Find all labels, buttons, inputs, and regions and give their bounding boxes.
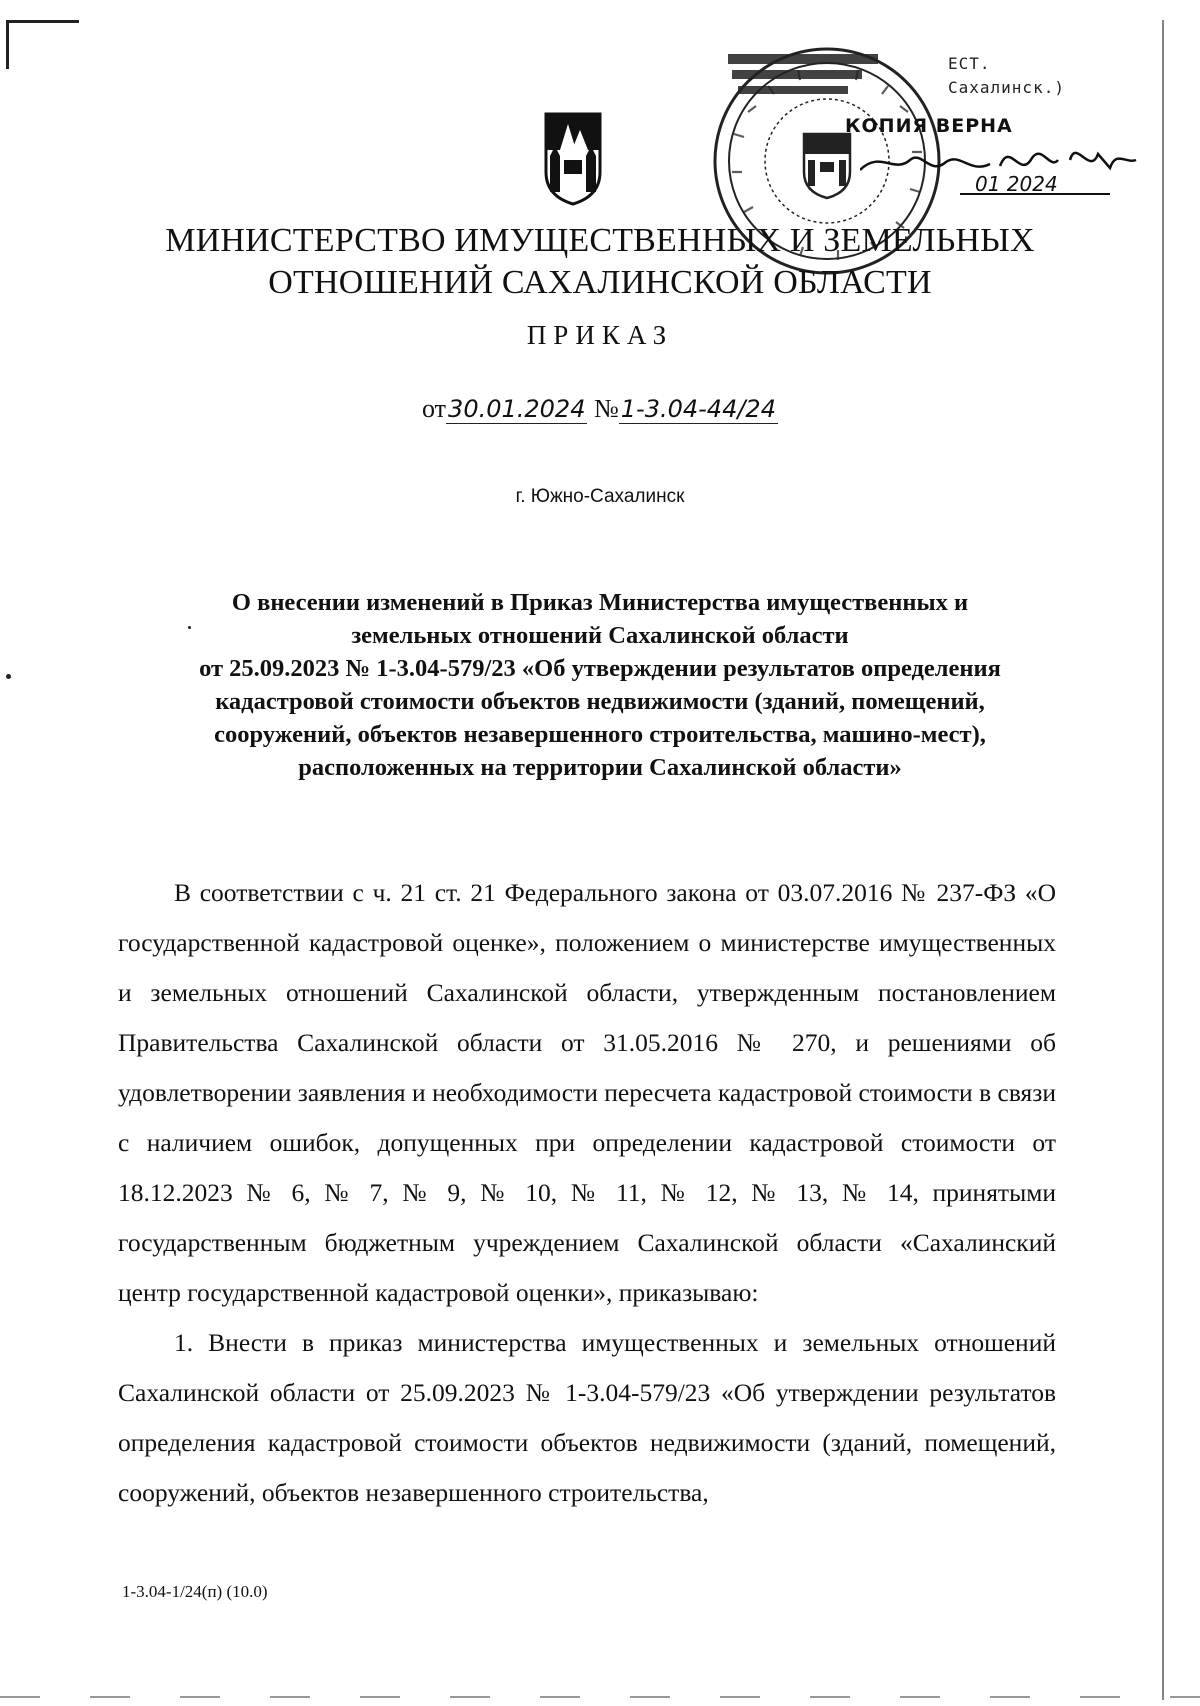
- ministry-title: [100, 220, 1100, 304]
- stamp-text-line: ЕСТ.: [948, 54, 991, 73]
- city: г. Южно-Сахалинск: [515, 486, 685, 507]
- certification-date: 01 2024: [975, 172, 1058, 196]
- ministry-title-line: ОТНОШЕНИЙ САХАЛИНСКОЙ ОБЛАСТИ: [268, 264, 932, 301]
- order-prefix: от: [422, 394, 447, 423]
- ministry-title-line: МИНИСТЕРСТВО ИМУЩЕСТВЕННЫХ И ЗЕМЕЛЬНЫХ: [165, 222, 1035, 259]
- order-number: 1-3.04-44/24: [620, 395, 776, 423]
- body-paragraph: В соответствии с ч. 21 ст. 21 Федерального закона от 03.07.2016 № 237-ФЗ «О государственной кадастровой оценке», положением о министерстве имущественных и земельных отношений Сахалинской области, утвержденным постановлением Правительства Сахалинской области от 31.05.2016 № 270, и решениями об удовлетворении заявления и необходимости пересчета кадастровой стоимости в связи с наличием ошибок, допущенных при определении кадастровой стоимости от 18.12.2023 № 6, № 7, № 9, № 10, № 11, № 12, № 13, № 14, принятыми государственным бюджетным учреждением Сахалинской области «Сахалинский центр государственной кадастровой оценки», приказываю:: [118, 878, 1056, 1307]
- body-paragraph: 1. Внести в приказ министерства имущественных и земельных отношений Сахалинской области от 25.09.2023 № 1-3.04-579/23 «Об утверждении результатов определения кадастровой стоимости объектов недвижимости (зданий, помещений, сооружений, объектов незавершенного строительства,: [118, 1328, 1056, 1507]
- stamp-text: [948, 52, 1065, 100]
- scan-right-edge: [1162, 20, 1164, 1700]
- order-body: [118, 868, 1056, 1518]
- order-date: 30.01.2024: [448, 395, 586, 423]
- number-sign: №: [593, 394, 619, 423]
- subject-line: земельных отношений Сахалинской области: [351, 622, 849, 649]
- subject-line: кадастровой стоимости объектов недвижимости (зданий, помещений,: [215, 688, 985, 715]
- footer-code: 1-3.04-1/24(п) (10.0): [122, 1582, 268, 1601]
- scan-corner-mark: [6, 20, 79, 69]
- subject-line: сооружений, объектов незавершенного строительства, машино-мест),: [214, 721, 986, 748]
- order-heading: ПРИКАЗ: [526, 320, 674, 350]
- coat-of-arms-icon: [542, 110, 604, 206]
- stamp-text-line: Сахалинск.): [948, 78, 1065, 97]
- scan-speck: [6, 674, 11, 679]
- subject-line: О внесении изменений в Приказ Министерства имущественных и: [231, 589, 969, 616]
- subject-line: расположенных на территории Сахалинской области»: [298, 754, 902, 781]
- order-subject: [110, 586, 1090, 784]
- copy-true-label: КОПИЯ ВЕРНА: [845, 115, 1013, 137]
- order-date-number: [0, 394, 1200, 424]
- handwritten-signature-icon: [860, 130, 1150, 210]
- scan-bottom-edge: [0, 1696, 1200, 1698]
- subject-line: от 25.09.2023 № 1-3.04-579/23 «Об утверждении результатов определения: [199, 655, 1001, 682]
